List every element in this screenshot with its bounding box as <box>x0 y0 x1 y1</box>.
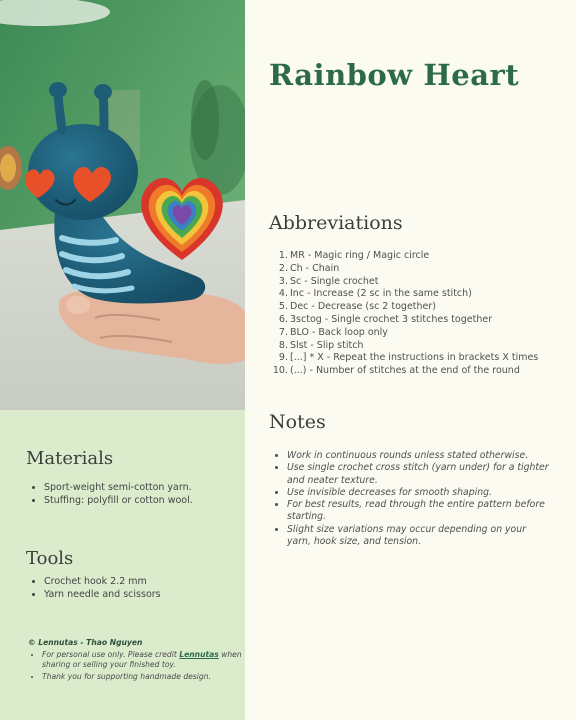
item-text: Ch - Chain <box>290 262 340 274</box>
right-column <box>245 0 576 720</box>
item-number: 1. <box>278 250 288 261</box>
list-item <box>272 327 572 340</box>
left-column <box>0 0 245 720</box>
item-text: Dec - Decrease (sc 2 together) <box>290 301 436 313</box>
item-number: 9. <box>278 352 288 364</box>
list-item: • Work in continuous rounds unless stated otherwise. <box>287 450 549 462</box>
copyright-author: © Lennutas - Thao Nguyen <box>28 638 143 647</box>
abbreviations-heading: Abbreviations <box>269 212 403 234</box>
list-item: • Use single crochet cross stitch (yarn under) for a tighter and neater texture. <box>287 462 549 487</box>
item-number: 8. <box>278 339 288 351</box>
credit-text: For personal use only. Please credit <box>42 650 180 659</box>
list-item: • Crochet hook 2.2 mm <box>44 575 244 588</box>
item-text: [...] * X - Repeat the instructions in brackets X times <box>290 352 539 364</box>
item-text: Sc - Single crochet <box>290 275 379 287</box>
list-item <box>272 250 572 263</box>
item-text: BLO - Back loop only <box>290 326 388 338</box>
list-item <box>272 314 572 327</box>
notes-list <box>273 450 549 548</box>
item-text: Inc - Increase (2 sc in the same stitch) <box>290 288 472 300</box>
lennutas-link[interactable]: Lennutas <box>179 650 219 659</box>
list-item: • Yarn needle and scissors <box>44 588 244 601</box>
item-text: (...) - Number of stitches at the end of the round <box>290 365 520 377</box>
item-text: MR - Magic ring / Magic circle <box>290 250 430 261</box>
tools-list <box>30 575 244 601</box>
product-photo <box>0 0 245 410</box>
materials-list <box>30 481 244 507</box>
list-item: • Slight size variations may occur depending on your yarn, hook size, and tension. <box>287 524 549 549</box>
list-item <box>272 301 572 314</box>
item-number: 5. <box>278 301 288 313</box>
item-text: Slst - Slip stitch <box>290 339 364 351</box>
list-item <box>272 288 572 301</box>
list-item: • Thank you for supporting handmade design. <box>42 672 242 682</box>
list-item: • Sport-weight semi-cotton yarn. <box>44 481 244 494</box>
item-number: 2. <box>278 262 288 274</box>
abbreviations-list <box>272 250 572 378</box>
item-text: 3sctog - Single crochet 3 stitches together <box>290 313 493 325</box>
list-item <box>272 352 572 365</box>
notes-heading: Notes <box>269 411 326 433</box>
materials-heading: Materials <box>26 448 114 469</box>
list-item <box>272 276 572 289</box>
page-title: Rainbow Heart <box>269 58 520 92</box>
item-number: 6. <box>278 313 288 325</box>
list-item: • For best results, read through the entire pattern before starting. <box>287 499 549 524</box>
list-item <box>42 650 242 671</box>
tools-heading: Tools <box>26 548 74 569</box>
item-number: 4. <box>278 288 288 300</box>
credit-notes <box>30 650 242 683</box>
list-item: • Stuffing: polyfill or cotton wool. <box>44 494 244 507</box>
item-number: 7. <box>278 326 288 338</box>
list-item <box>272 263 572 276</box>
list-item <box>272 365 572 378</box>
credit-text: when sharing or selling your finished toy. <box>42 650 242 670</box>
list-item: • Use invisible decreases for smooth shaping. <box>287 487 549 499</box>
item-number: 10. <box>272 365 288 377</box>
item-number: 3. <box>278 275 288 287</box>
list-item <box>272 340 572 353</box>
